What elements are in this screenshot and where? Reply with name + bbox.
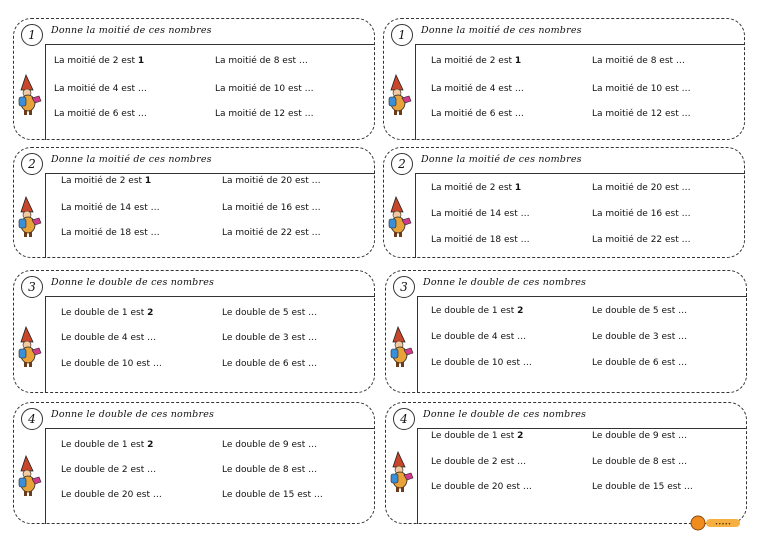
header-divider xyxy=(46,44,375,45)
exercise-item xyxy=(215,84,314,94)
exercise-item xyxy=(431,235,530,245)
exercise-item xyxy=(222,465,317,475)
item-text: Le double de 4 est … xyxy=(431,332,527,342)
exercise-item xyxy=(61,176,151,186)
item-text: La moitié de 18 est … xyxy=(431,235,530,245)
item-text: Le double de 6 est … xyxy=(592,358,688,368)
item-text: Le double de 20 est … xyxy=(431,482,532,492)
exercise-title: Donne le double de ces nombres xyxy=(423,409,587,420)
exercise-card-7 xyxy=(13,402,375,524)
header-divider xyxy=(416,44,745,45)
item-text: Le double de 10 est … xyxy=(61,359,162,369)
exercise-title: Donne la moitié de ces nombres xyxy=(51,25,212,36)
item-text: La moitié de 6 est … xyxy=(54,109,147,119)
item-text: Le double de 4 est … xyxy=(61,333,157,343)
item-text: Le double de 3 est … xyxy=(592,332,688,342)
item-text: La moitié de 20 est … xyxy=(222,176,321,186)
exercise-card-2 xyxy=(383,18,745,140)
item-text: Le double de 20 est … xyxy=(61,490,162,500)
exercise-item xyxy=(592,457,687,467)
gnome-mascot-icon xyxy=(16,74,43,116)
side-divider xyxy=(415,44,416,140)
item-text: Le double de 1 est xyxy=(61,440,148,450)
exercise-title: Donne la moitié de ces nombres xyxy=(51,154,212,165)
item-text: Le double de 2 est … xyxy=(61,465,157,475)
item-text: La moitié de 2 est xyxy=(61,176,145,186)
exercise-title: Donne le double de ces nombres xyxy=(51,277,215,288)
item-text: Le double de 10 est … xyxy=(431,358,532,368)
header-divider xyxy=(46,173,375,174)
exercise-item xyxy=(592,84,691,94)
item-text: Le double de 9 est … xyxy=(592,431,688,441)
exercise-number: 3 xyxy=(21,276,43,298)
exercise-item xyxy=(215,56,308,66)
exercise-title: Donne le double de ces nombres xyxy=(51,409,215,420)
header-divider xyxy=(46,296,375,297)
item-text: La moitié de 4 est … xyxy=(431,84,524,94)
exercise-item xyxy=(61,228,160,238)
exercise-item xyxy=(222,308,317,318)
exercise-number: 4 xyxy=(393,408,415,430)
item-text: Le double de 8 est … xyxy=(222,465,318,475)
exercise-item xyxy=(61,465,156,475)
gnome-mascot-icon xyxy=(388,451,415,493)
item-text: La moitié de 16 est … xyxy=(592,209,691,219)
exercise-item xyxy=(592,306,687,316)
item-text: La moitié de 2 est xyxy=(431,183,515,193)
exercise-item xyxy=(592,209,691,219)
item-answer: 1 xyxy=(514,183,522,193)
exercise-item xyxy=(431,431,523,441)
exercise-item xyxy=(431,56,521,66)
exercise-item xyxy=(222,176,321,186)
item-text: La moitié de 12 est … xyxy=(215,109,314,119)
item-text: Le double de 5 est … xyxy=(222,308,318,318)
exercise-item xyxy=(431,109,524,119)
gnome-mascot-icon xyxy=(16,326,43,368)
item-answer: 1 xyxy=(137,56,145,66)
item-answer: 2 xyxy=(147,308,154,318)
svg-text:•••••: ••••• xyxy=(714,521,732,528)
gnome-mascot-icon xyxy=(16,196,43,238)
exercise-card-5 xyxy=(13,270,375,393)
exercise-card-4 xyxy=(383,147,745,258)
item-text: La moitié de 10 est … xyxy=(592,84,691,94)
gnome-mascot-icon xyxy=(16,455,43,497)
exercise-item xyxy=(61,308,153,318)
gnome-mascot-icon xyxy=(386,74,413,116)
side-divider xyxy=(45,296,46,393)
exercise-item xyxy=(222,490,323,500)
exercise-item xyxy=(222,203,321,213)
exercise-number: 3 xyxy=(393,276,415,298)
side-divider xyxy=(45,44,46,140)
item-text: La moitié de 8 est … xyxy=(215,56,308,66)
item-text: La moitié de 12 est … xyxy=(592,109,691,119)
exercise-item xyxy=(61,440,153,450)
exercise-item xyxy=(61,359,162,369)
side-divider xyxy=(415,173,416,258)
exercise-item xyxy=(431,84,524,94)
exercise-item xyxy=(431,457,526,467)
exercise-number: 4 xyxy=(21,408,43,430)
item-text: Le double de 1 est xyxy=(431,306,518,316)
exercise-item xyxy=(431,358,532,368)
header-divider xyxy=(46,428,375,429)
header-divider xyxy=(418,428,747,429)
exercise-title: Donne la moitié de ces nombres xyxy=(421,154,582,165)
side-divider xyxy=(417,296,418,393)
exercise-item xyxy=(222,440,317,450)
exercise-item xyxy=(54,84,147,94)
exercise-card-8 xyxy=(385,402,747,524)
exercise-item xyxy=(592,431,687,441)
exercise-item xyxy=(61,203,160,213)
item-text: Le double de 15 est … xyxy=(592,482,693,492)
header-divider xyxy=(416,173,745,174)
exercise-item xyxy=(222,359,317,369)
exercise-number: 2 xyxy=(21,153,43,175)
exercise-item xyxy=(61,333,156,343)
exercise-item xyxy=(592,109,691,119)
item-text: La moitié de 14 est … xyxy=(61,203,160,213)
item-text: Le double de 2 est … xyxy=(431,457,527,467)
item-text: Le double de 8 est … xyxy=(592,457,688,467)
exercise-card-1 xyxy=(13,18,375,140)
item-text: Le double de 9 est … xyxy=(222,440,318,450)
item-text: Le double de 15 est … xyxy=(222,490,323,500)
exercise-item xyxy=(592,235,691,245)
exercise-item xyxy=(431,183,521,193)
item-text: Le double de 3 est … xyxy=(222,333,318,343)
exercise-number: 1 xyxy=(21,24,43,46)
item-answer: 2 xyxy=(147,440,154,450)
item-text: Le double de 5 est … xyxy=(592,306,688,316)
exercise-item xyxy=(54,56,144,66)
header-divider xyxy=(418,296,747,297)
exercise-title: Donne la moitié de ces nombres xyxy=(421,25,582,36)
exercise-title: Donne le double de ces nombres xyxy=(423,277,587,288)
item-answer: 1 xyxy=(144,176,152,186)
item-answer: 1 xyxy=(514,56,522,66)
exercise-number: 1 xyxy=(391,24,413,46)
exercise-item xyxy=(431,209,530,219)
item-text: Le double de 6 est … xyxy=(222,359,318,369)
side-divider xyxy=(417,428,418,524)
exercise-item xyxy=(215,109,314,119)
item-text: La moitié de 4 est … xyxy=(54,84,147,94)
item-text: La moitié de 8 est … xyxy=(592,56,685,66)
exercise-card-6 xyxy=(385,270,747,393)
item-text: La moitié de 2 est xyxy=(431,56,515,66)
item-answer: 2 xyxy=(517,306,524,316)
exercise-item xyxy=(592,332,687,342)
exercise-item xyxy=(222,228,321,238)
exercise-item xyxy=(592,482,693,492)
item-text: La moitié de 22 est … xyxy=(222,228,321,238)
exercise-item xyxy=(592,183,691,193)
item-text: Le double de 1 est xyxy=(431,431,518,441)
item-text: La moitié de 14 est … xyxy=(431,209,530,219)
item-text: La moitié de 16 est … xyxy=(222,203,321,213)
gnome-mascot-icon xyxy=(388,326,415,368)
exercise-number: 2 xyxy=(391,153,413,175)
exercise-card-3 xyxy=(13,147,375,258)
publisher-logo-icon xyxy=(690,515,742,531)
exercise-item xyxy=(431,482,532,492)
exercise-item xyxy=(222,333,317,343)
side-divider xyxy=(45,428,46,524)
gnome-mascot-icon xyxy=(386,196,413,238)
item-text: La moitié de 22 est … xyxy=(592,235,691,245)
item-text: Le double de 1 est xyxy=(61,308,148,318)
item-text: La moitié de 18 est … xyxy=(61,228,160,238)
item-answer: 2 xyxy=(517,431,524,441)
item-text: La moitié de 2 est xyxy=(54,56,138,66)
item-text: La moitié de 10 est … xyxy=(215,84,314,94)
exercise-item xyxy=(61,490,162,500)
exercise-item xyxy=(431,306,523,316)
exercise-item xyxy=(592,358,687,368)
exercise-item xyxy=(592,56,685,66)
item-text: La moitié de 20 est … xyxy=(592,183,691,193)
side-divider xyxy=(45,173,46,258)
exercise-item xyxy=(54,109,147,119)
item-text: La moitié de 6 est … xyxy=(431,109,524,119)
exercise-item xyxy=(431,332,526,342)
